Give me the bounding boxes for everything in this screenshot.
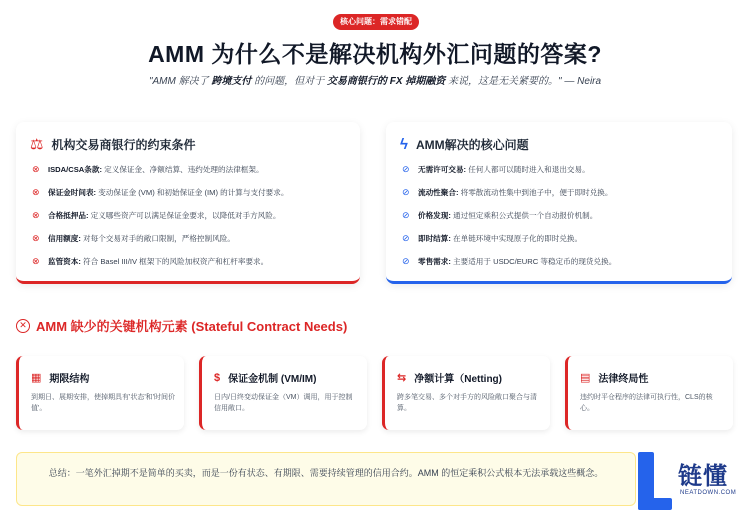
mini-card-term-structure: ▦ 期限结构 到期日、展期安排，使掉期具有'状态'和'时间价值'。: [16, 356, 184, 430]
check-circle-icon: ⊘: [402, 187, 410, 197]
scale-icon: ⚖: [30, 136, 44, 153]
check-circle-icon: ⊘: [402, 233, 410, 243]
list-item: ⊗ 合格抵押品: 定义哪些资产可以满足保证金要求，以降低对手方风险。: [32, 210, 281, 220]
list-item: ⊗ 信用额度: 对每个交易对手的敞口限制，严格控制风险。: [32, 233, 235, 243]
constraints-card-header: [30, 136, 195, 153]
amm-solves-card-title: AMM解决的核心问题: [415, 138, 529, 152]
mini-card-legal-finality: ▤ 法律终局性 违约时平仓程序的法律可执行性，CLS的核心。: [565, 356, 733, 430]
calendar-icon: ▦: [31, 372, 42, 384]
topic-badge: 核心问题：需求错配: [333, 14, 419, 30]
x-circle-icon: ⊗: [32, 187, 40, 197]
amm-solves-card-header: [400, 136, 529, 153]
summary-box: 总结：一笔外汇掉期不是简单的买卖，而是一份有状态、有期限、需要持续管理的信用合约。AMM 的恒定乘积公式根本无法承载这些概念。: [16, 452, 636, 506]
constraints-card: [16, 122, 360, 284]
list-item: ⊘ 价格发现: 通过恒定乘积公式提供一个自动报价机制。: [402, 210, 598, 220]
x-circle-icon: ⊗: [32, 256, 40, 266]
x-circle-icon: ✕: [16, 319, 30, 333]
list-item: ⊗ 保证金时间表: 变动保证金 (VM) 和初始保证金 (IM) 的计算与支付要求。: [32, 187, 289, 197]
quote: "AMM 解决了 跨境支付 的问题，但对于 交易商银行的 FX 掉期融资 来说，这是无关紧要的。" — Neira: [148, 76, 602, 87]
page-title: AMM 为什么不是解决机构外汇问题的答案?: [148, 41, 602, 67]
mini-card-margin: $ 保证金机制 (VM/IM) 日内/日终变动保证金（VM）调用，用于控制信用敞口。: [199, 356, 367, 430]
x-circle-icon: ⊗: [32, 233, 40, 243]
x-circle-icon: ⊗: [32, 210, 40, 220]
lightning-icon: ϟ: [400, 136, 408, 153]
neatdown-logo: 链懂 NEATDOWN.COM: [636, 448, 750, 519]
list-item: ⊘ 流动性聚合: 将零散流动性集中到池子中，便于即时兑换。: [402, 187, 613, 197]
list-item: ⊗ 监管资本: 符合 Basel III/IV 框架下的风险加权资产和杠杆率要求。: [32, 256, 269, 266]
document-icon: ▤: [580, 372, 591, 384]
amm-solves-list: [402, 164, 722, 279]
check-circle-icon: ⊘: [402, 164, 410, 174]
dollar-icon: $: [214, 371, 221, 384]
list-item: ⊘ 无需许可交易: 任何人都可以随时进入和退出交易。: [402, 164, 590, 174]
list-item: ⊗ ISDA/CSA条款: 定义保证金、净额结算、违约处理的法律框架。: [32, 164, 264, 174]
check-circle-icon: ⊘: [402, 256, 410, 266]
list-item: ⊘ 即时结算: 在单链环境中实现原子化的即时兑换。: [402, 233, 583, 243]
list-item: ⊘ 零售需求: 主要适用于 USDC/EURC 等稳定币的现货兑换。: [402, 256, 617, 266]
mini-card-netting: ⇆ 净额计算（Netting) 跨多笔交易、多个对手方的风险敞口聚合与清算。: [382, 356, 550, 430]
constraints-card-title: 机构交易商银行的约束条件: [51, 138, 196, 152]
x-circle-icon: ⊗: [32, 164, 40, 174]
check-circle-icon: ⊘: [402, 210, 410, 220]
section-title: ✕ AMM 缺少的关键机构元素 (Stateful Contract Needs): [16, 316, 347, 335]
constraints-list: [32, 164, 350, 279]
exchange-icon: ⇆: [397, 372, 407, 384]
amm-solves-card: [386, 122, 732, 284]
